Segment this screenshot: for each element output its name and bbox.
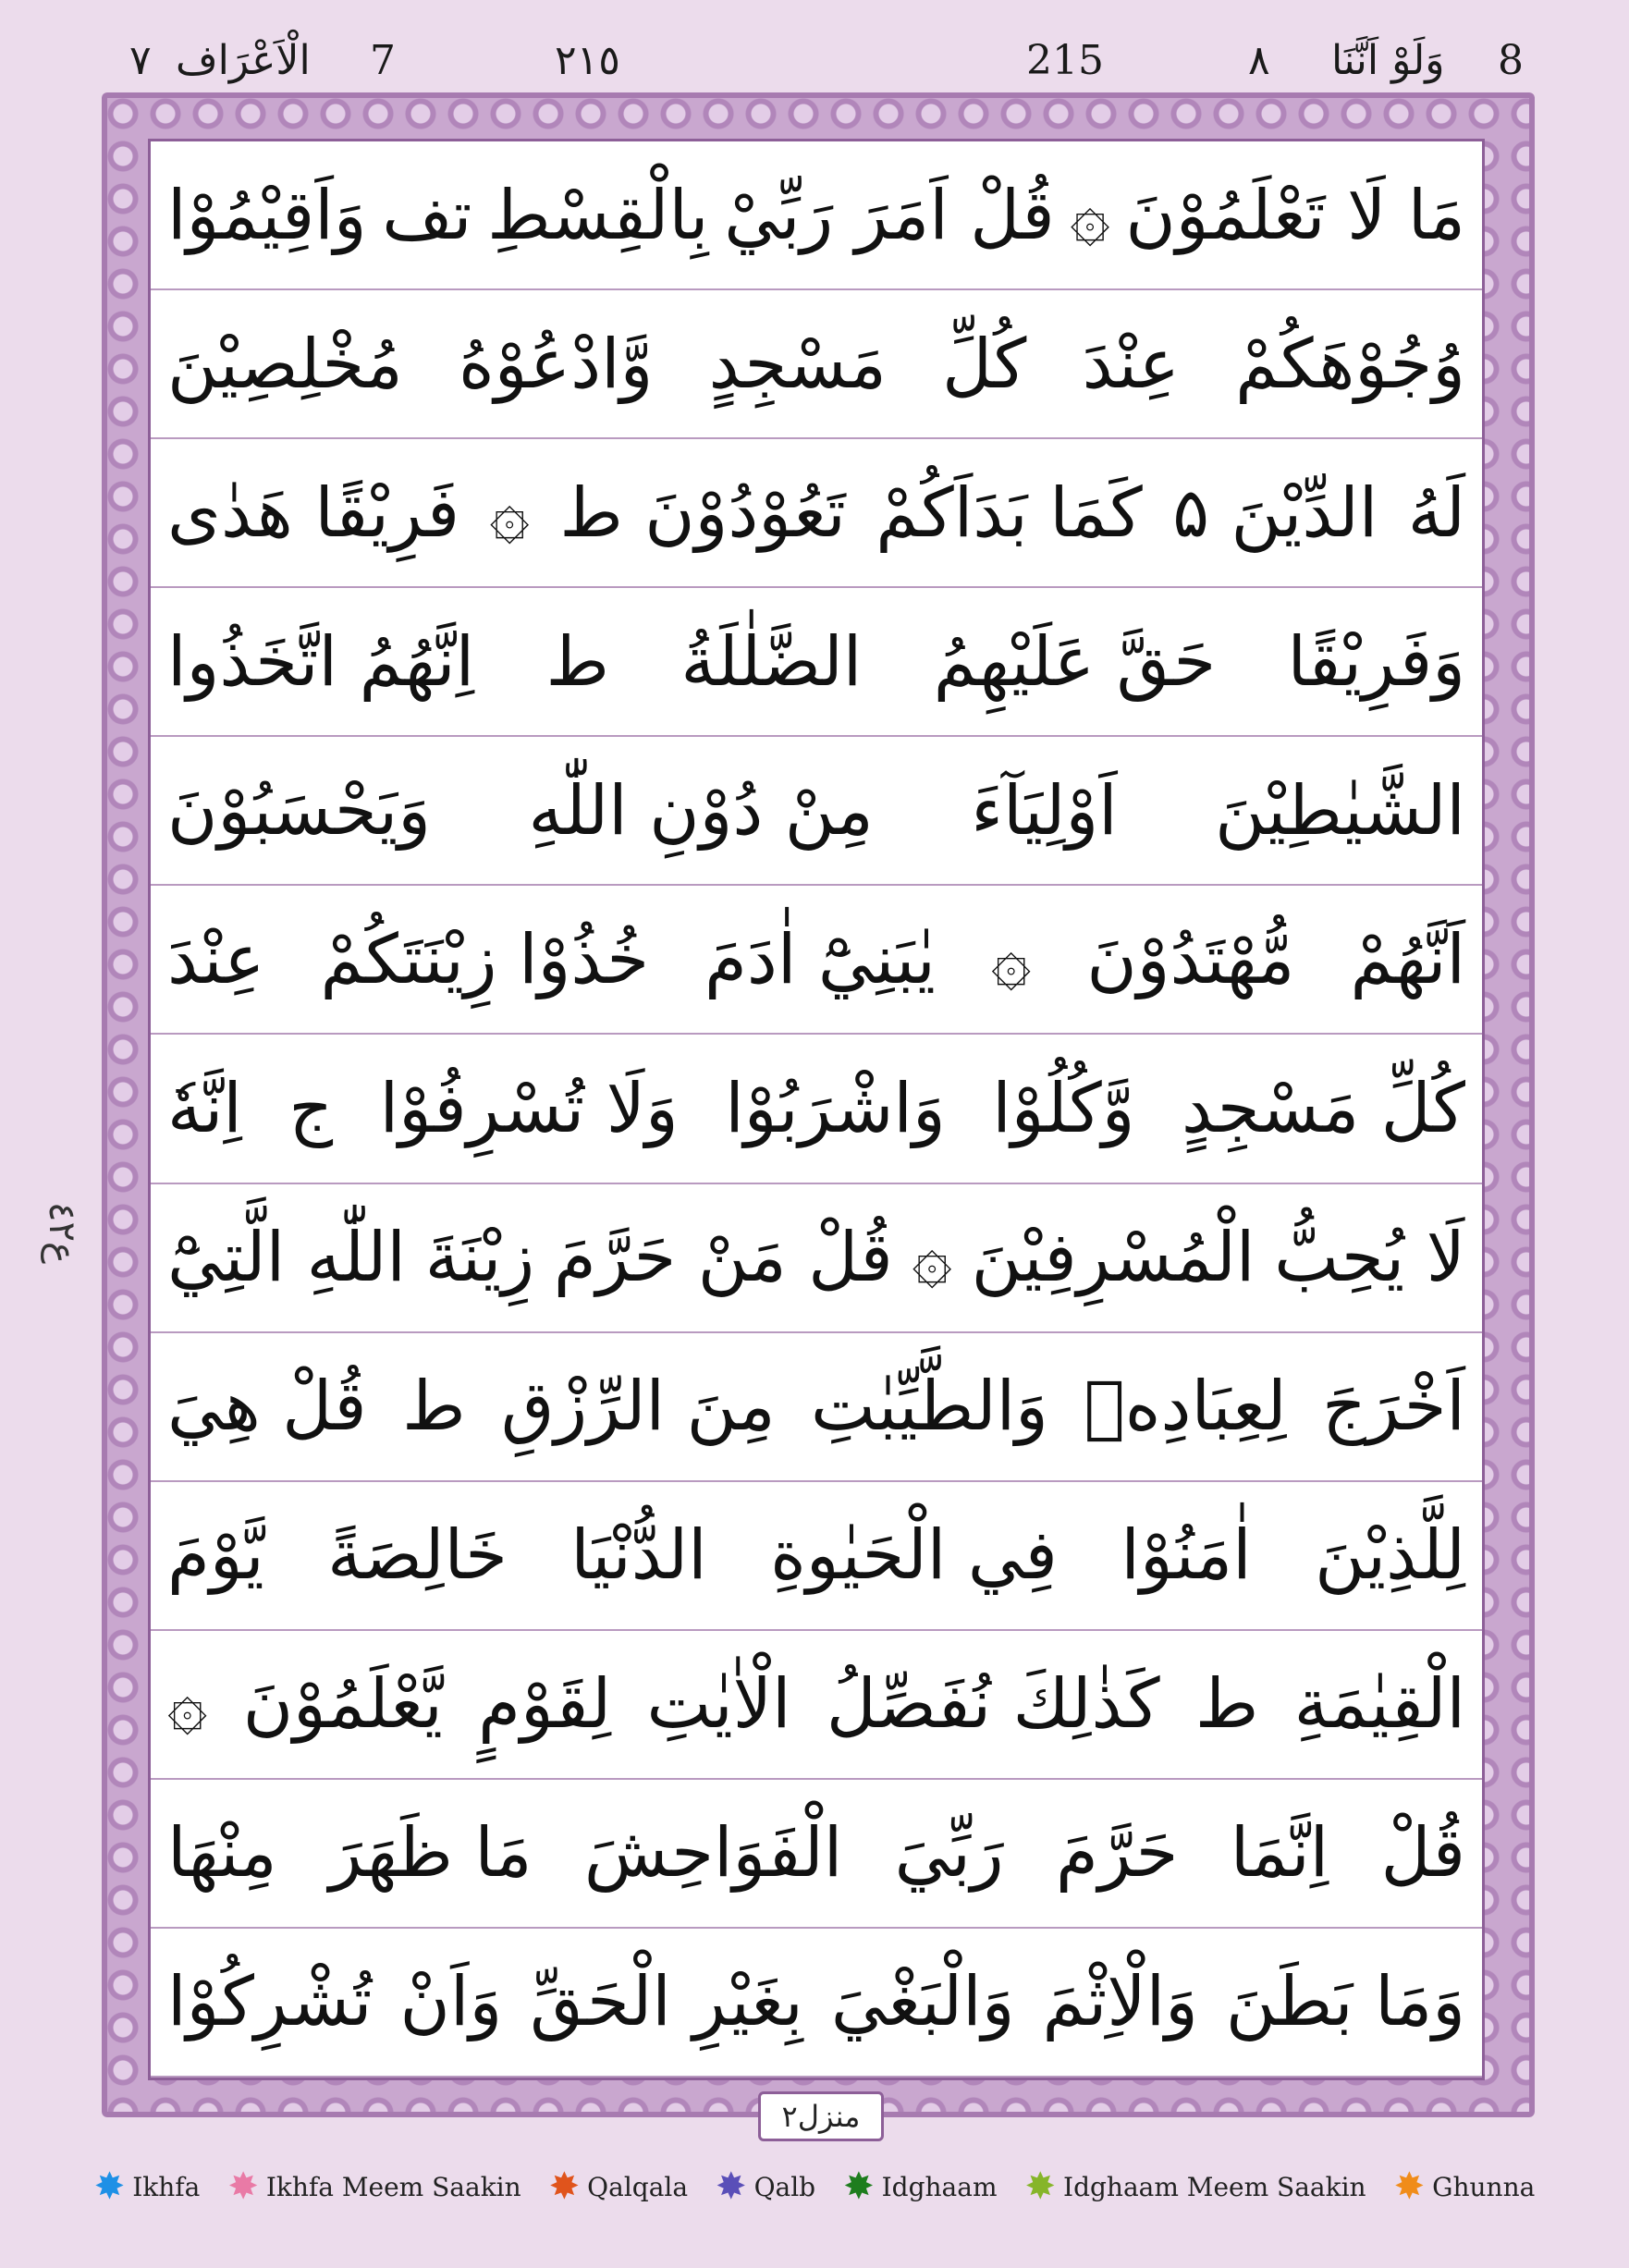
text-segment: وَالْاِثْمَ (1042, 1962, 1198, 2042)
text-segment: الْفَوَاحِشَ (583, 1813, 843, 1894)
juz-number-arabic: ٨ (1248, 37, 1270, 84)
quran-page (148, 139, 1485, 2080)
text-segment: خَالِصَةً (327, 1515, 508, 1596)
text-segment: اَوْلِيَآءَ (971, 770, 1118, 851)
text-segment: اٰمَنُوْا (1121, 1515, 1252, 1596)
text-segment: رَبِّيَ (894, 1813, 1004, 1894)
text-segment: قُلْ اَمَرَ رَبِّيْ (724, 175, 1055, 255)
text-segment: قُلْ هِيَ (167, 1367, 367, 1447)
text-segment: وَالْبَغْيَ (830, 1962, 1015, 2042)
surah-number: 7 (370, 37, 396, 84)
text-segment: كَمَا بَدَاَكُمْ (876, 472, 1143, 553)
legend-item (1024, 2165, 1366, 2208)
text-segment: وَاشْرَبُوْا (725, 1068, 946, 1148)
text-segment: الدِّيْنَ ۵ (1172, 472, 1378, 553)
text-line (151, 1482, 1482, 1631)
text-line (151, 1780, 1482, 1929)
text-segment: وَمَا بَطَنَ (1225, 1962, 1465, 2042)
text-line (151, 1035, 1482, 1183)
text-segment: مَا لَا تَعْلَمُوْنَ (1125, 175, 1465, 255)
text-segment: زِيْنَةَ (424, 1218, 535, 1298)
text-segment: ۞ (990, 919, 1032, 999)
text-segment: كُلِّ (942, 324, 1027, 404)
text-segment: وَّكُلُوْا (992, 1068, 1135, 1148)
legend-item (93, 2165, 201, 2208)
text-segment: اِنَّمَا (1230, 1813, 1329, 1894)
legend-label: Ikhfa (132, 2171, 201, 2202)
text-segment: كَذٰلِكَ نُفَصِّلُ (826, 1664, 1160, 1745)
text-segment: ۞ (167, 1664, 208, 1745)
legend-label: Qalqala (587, 2171, 689, 2202)
text-segment: الْاٰيٰتِ (646, 1664, 791, 1745)
surah-name: الْاَعْرَاف (176, 37, 311, 84)
text-segment: الدُّنْيَا (570, 1515, 707, 1596)
ruku-mark: ع٤٢ (41, 1202, 83, 1264)
text-segment: مُّهْتَدُوْنَ (1086, 919, 1295, 999)
text-line (151, 1631, 1482, 1780)
text-line (151, 886, 1482, 1035)
legend-item (843, 2165, 998, 2208)
text-segment: مِنْهَا (167, 1813, 277, 1894)
star-icon: ✸ (227, 2165, 259, 2208)
legend-label: Idghaam (881, 2171, 998, 2202)
text-segment: الضَّلٰلَةُ (680, 621, 863, 702)
legend-label: Ghunna (1432, 2171, 1536, 2202)
text-segment: فَرِيْقًا هَدٰى (167, 472, 460, 553)
star-icon: ✸ (93, 2165, 126, 2208)
text-segment: حَقَّ عَلَيْهِمُ (933, 621, 1217, 702)
legend-item (227, 2165, 521, 2208)
text-segment: خُذُوْا زِيْنَتَكُمْ (320, 919, 649, 999)
text-segment: لَهُ (1407, 472, 1465, 553)
text-line (151, 588, 1482, 737)
text-line (151, 1184, 1482, 1333)
text-segment: مَسْجِدٍ (708, 324, 887, 404)
text-segment: اَخْرَجَ (1322, 1367, 1465, 1447)
juz-number: 8 (1498, 37, 1524, 84)
juz-name: وَلَوْ اَنَّنَا (1331, 37, 1445, 84)
text-segment: تف (382, 175, 472, 255)
text-segment: يَّعْلَمُوْنَ (242, 1664, 443, 1745)
text-segment: تُشْرِكُوْا (167, 1962, 373, 2042)
text-segment: ط (402, 1367, 466, 1447)
star-icon: ✸ (1393, 2165, 1426, 2208)
star-icon: ✸ (548, 2165, 581, 2208)
text-segment: اَنَّهُمْ (1350, 919, 1465, 999)
legend-label: Idghaam Meem Saakin (1063, 2171, 1366, 2202)
text-segment: لِقَوْمٍ (478, 1664, 612, 1745)
manzil-label: منزل٢ (758, 2091, 884, 2141)
text-line (151, 1333, 1482, 1482)
text-segment: وَيَحْسَبُوْنَ (167, 770, 432, 851)
text-segment: وَفَرِيْقًا (1287, 621, 1465, 702)
text-segment: لِعِبَادِهٖ (1084, 1367, 1287, 1447)
text-line (151, 1929, 1482, 2078)
text-segment: قُلْ (1380, 1813, 1465, 1894)
text-line (151, 141, 1482, 290)
text-segment: يٰبَنِيْٓ اٰدَمَ (704, 919, 936, 999)
text-segment: لَا يُحِبُّ (1274, 1218, 1465, 1298)
text-segment: وَلَا تُسْرِفُوْا (379, 1068, 679, 1148)
text-segment: وَّادْعُوْهُ (458, 324, 654, 404)
text-line (151, 737, 1482, 886)
legend-item (548, 2165, 689, 2208)
legend-item (1393, 2165, 1536, 2208)
text-segment: وَاَنْ (399, 1962, 503, 2042)
text-segment: وَاَقِيْمُوْا (167, 175, 367, 255)
text-segment: الْقِيٰمَةِ (1293, 1664, 1465, 1745)
text-segment: حَرَّمَ (1056, 1813, 1179, 1894)
text-segment: الْمُسْرِفِيْنَ (971, 1218, 1255, 1298)
text-segment: ط (1194, 1664, 1259, 1745)
text-segment: عِنْدَ (167, 919, 265, 999)
text-line (151, 439, 1482, 588)
text-segment: ۞ (489, 472, 530, 553)
text-segment: ط (545, 621, 609, 702)
text-segment: ج (288, 1068, 334, 1148)
star-icon: ✸ (1024, 2165, 1057, 2208)
text-line (151, 290, 1482, 439)
legend-item (716, 2165, 816, 2208)
text-segment: كُلِّ مَسْجِدٍ (1181, 1068, 1465, 1148)
text-segment: اِنَّهُمُ اتَّخَذُوا (167, 621, 475, 702)
text-segment: مَا ظَهَرَ (329, 1813, 533, 1894)
tajweed-legend (0, 2154, 1629, 2219)
star-icon: ✸ (843, 2165, 875, 2208)
text-segment: مِنَ الرِّزْقِ (501, 1367, 776, 1447)
text-segment: تَعُوْدُوْنَ ط (559, 472, 846, 553)
text-segment: ۞ (912, 1218, 952, 1298)
text-segment: وُجُوْهَكُمْ (1235, 324, 1465, 404)
surah-number-arabic: ٧ (129, 37, 152, 84)
text-segment: عِنْدَ (1082, 324, 1180, 404)
text-segment: وَالطَّيِّبٰتِ (811, 1367, 1048, 1447)
star-icon: ✸ (716, 2165, 747, 2208)
page-number: 215 (1026, 37, 1104, 84)
text-segment: فِي الْحَيٰوةِ (770, 1515, 1058, 1596)
legend-label: Qalb (753, 2171, 816, 2202)
text-segment: بِالْقِسْطِ (487, 175, 709, 255)
text-segment: مُخْلِصِيْنَ (167, 324, 403, 404)
text-segment: الشَّيٰطِيْنَ (1215, 770, 1465, 851)
text-segment: لِلَّذِيْنَ (1315, 1515, 1465, 1596)
text-segment: اِنَّهٗ (167, 1068, 242, 1148)
text-segment: مِنْ دُوْنِ اللّٰهِ (528, 770, 874, 851)
text-segment: قُلْ مَنْ حَرَّمَ (553, 1218, 893, 1298)
text-segment: بِغَيْرِ الْحَقِّ (530, 1962, 803, 2042)
text-segment: ۞ (1070, 175, 1110, 255)
text-segment: اللّٰهِ الَّتِيْٓ (167, 1218, 406, 1298)
legend-label: Ikhfa Meem Saakin (265, 2171, 521, 2202)
text-segment: يَّوْمَ (167, 1515, 264, 1596)
page-number-arabic: ٢١٥ (555, 37, 620, 84)
